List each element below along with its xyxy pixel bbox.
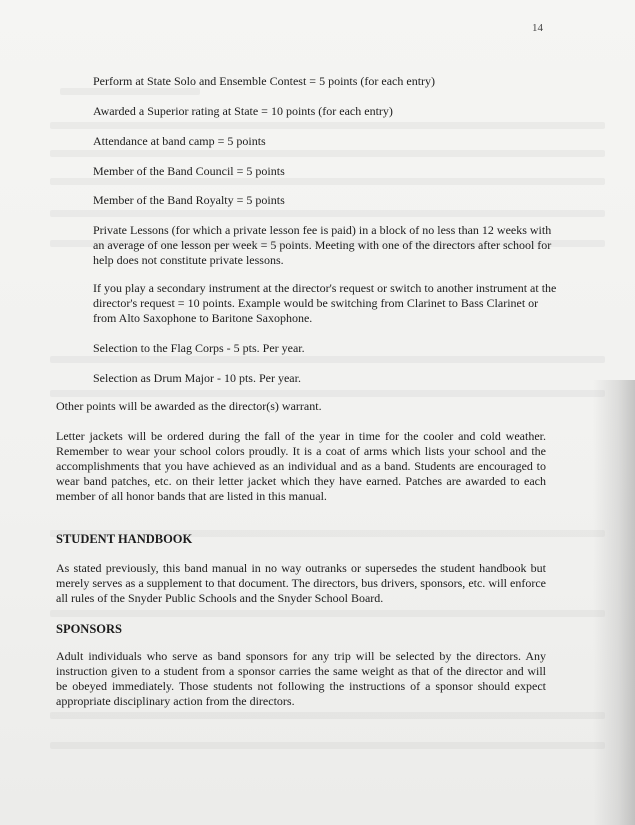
point-entry-band-royalty: Member of the Band Royalty = 5 points (93, 193, 285, 207)
scan-edge-shadow (593, 380, 635, 825)
point-entry-secondary-instrument: If you play a secondary instrument at the director's request or switch to another instrument at the director's request = 10 points. Example would be switching from Clarinet to Bass Clarinet or from Alto Saxophone to Baritone Saxophone. (93, 281, 557, 325)
bleed-through-mark (50, 356, 605, 363)
sponsors-heading: SPONSORS (56, 622, 122, 636)
bleed-through-mark (50, 610, 605, 617)
bleed-through-mark (50, 742, 605, 749)
point-entry-solo-ensemble: Perform at State Solo and Ensemble Contest = 5 points (for each entry) (93, 74, 436, 88)
bleed-through-mark (60, 88, 200, 95)
point-entry-band-camp: Attendance at band camp = 5 points (93, 134, 266, 148)
point-entry-superior-rating: Awarded a Superior rating at State = 10 points (for each entry) (93, 104, 393, 118)
page-number: 14 (532, 22, 543, 34)
letter-jackets-paragraph: Letter jackets will be ordered during the fall of the year in time for the cooler and cold weather. Remember to wear your school colors proudly. It is a coat of arms which lists your school and the accomplishments that you have achieved as an individual and as a band. Students are encouraged to wear band patches, etc. on their letter jacket which they have earned. Patches are awarded to each member of all honor bands that are listed in this manual. (56, 429, 546, 503)
bleed-through-mark (50, 712, 605, 719)
bleed-through-mark (50, 150, 605, 157)
point-entry-private-lessons: Private Lessons (for which a private lesson fee is paid) in a block of no less than 12 weeks with an average of one lesson per week = 5 points. Meeting with one of the directors after school for help does not constitute private lessons. (93, 223, 552, 267)
bleed-through-mark (50, 178, 605, 185)
bleed-through-mark (50, 122, 605, 129)
sponsors-paragraph: Adult individuals who serve as band sponsors for any trip will be selected by the directors. Any instruction given to a student from a sponsor carries the same weight as that of the director and will be obeyed immediately. Those students not following the instructions of a sponsor should expect appropriate disciplinary action from the directors. (56, 649, 546, 708)
student-handbook-heading: STUDENT HANDBOOK (56, 532, 193, 546)
point-entry-drum-major: Selection as Drum Major - 10 pts. Per year. (93, 371, 301, 385)
bleed-through-mark (50, 390, 605, 397)
other-points-note: Other points will be awarded as the director(s) warrant. (56, 399, 322, 413)
point-entry-band-council: Member of the Band Council = 5 points (93, 164, 285, 178)
bleed-through-mark (50, 210, 605, 217)
point-entry-flag-corps: Selection to the Flag Corps - 5 pts. Per year. (93, 341, 305, 355)
student-handbook-paragraph: As stated previously, this band manual in no way outranks or supersedes the student handbook but merely serves as a supplement to that document. The directors, bus drivers, sponsors, etc. will enforce all rules of the Snyder Public Schools and the Snyder School Board. (56, 561, 546, 605)
